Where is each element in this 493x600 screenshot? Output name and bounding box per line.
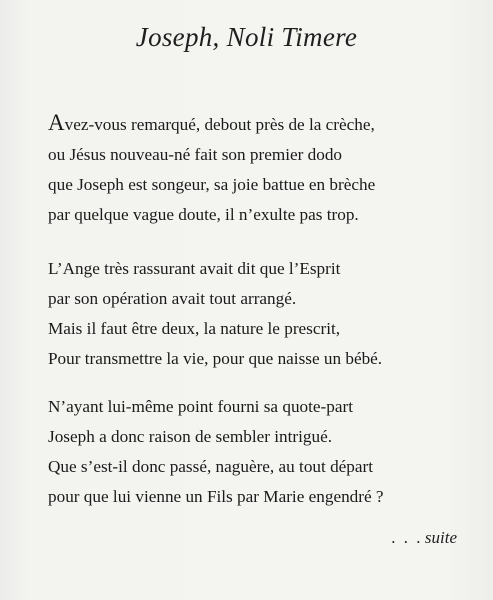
ellipsis: . . . <box>391 528 423 547</box>
verse-line: Avez-vous remarqué, debout près de la crèche, <box>48 110 375 135</box>
verse-line: Mais il faut être deux, la nature le prescrit, <box>48 319 341 338</box>
verse-line: pour que lui vienne un Fils par Marie engendré ? <box>48 487 384 506</box>
verse-line: par son opération avait tout arrangé. <box>48 289 297 308</box>
stanza-1 <box>48 108 478 230</box>
verse-line: ou Jésus nouveau-né fait son premier dodo <box>48 145 343 164</box>
verse-line: Pour transmettre la vie, pour que naisse un bébé. <box>48 349 383 368</box>
stanza-2 <box>48 254 478 374</box>
drop-cap: A <box>48 110 65 135</box>
suite-label: suite <box>424 528 457 547</box>
verse-line: que Joseph est songeur, sa joie battue en brèche <box>48 175 376 194</box>
verse-line: par quelque vague doute, il n’exulte pas trop. <box>48 205 359 224</box>
verse-line: N’ayant lui-même point fourni sa quote-part <box>48 397 353 416</box>
verse-line: Joseph a donc raison de sembler intrigué. <box>48 427 332 446</box>
continuation-note <box>392 528 457 548</box>
verse-line: L’Ange très rassurant avait dit que l’Esprit <box>48 259 341 278</box>
verse-line: Que s’est-il donc passé, naguère, au tout départ <box>48 457 374 476</box>
stanza-3 <box>48 392 478 512</box>
poem-title: Joseph, Noli Timere <box>135 22 358 52</box>
